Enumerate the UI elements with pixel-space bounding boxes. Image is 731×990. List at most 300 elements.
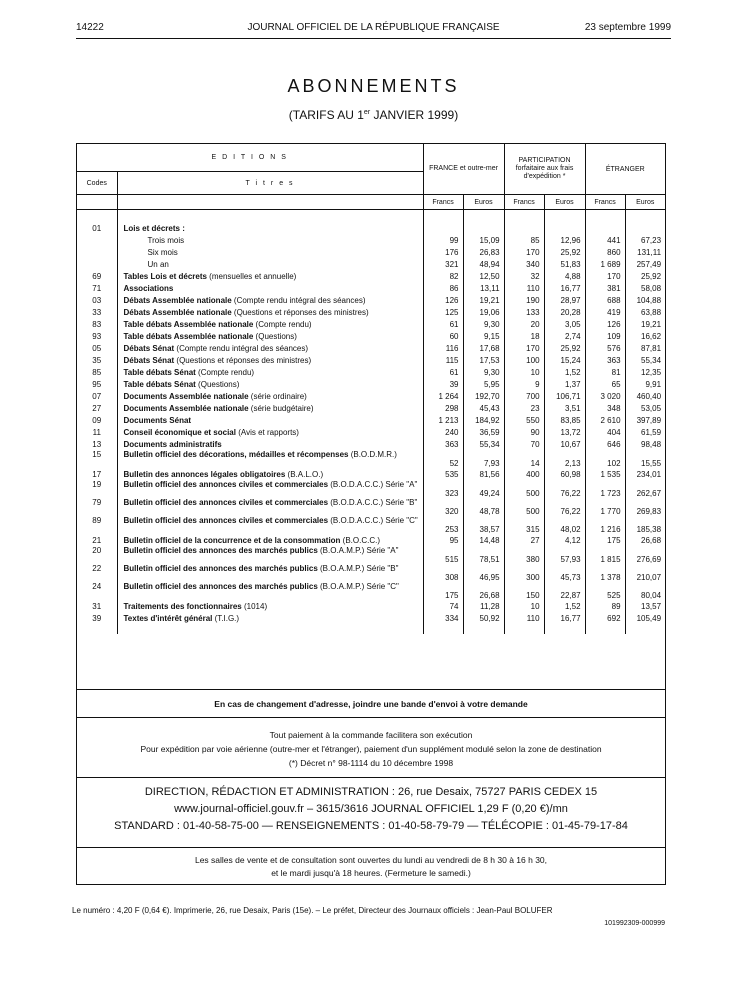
- tariff-row: [77, 234, 665, 246]
- participation-euros-header: Euros: [544, 195, 585, 210]
- cell-etranger-francs: 1 815: [585, 546, 625, 564]
- row-title: [117, 438, 423, 450]
- cell-france-francs: 95: [423, 534, 463, 546]
- tariff-row: [77, 366, 665, 378]
- row-code: 05: [92, 343, 102, 353]
- cell-france-francs: 240: [423, 426, 463, 438]
- row-title-bold: Lois et décrets :: [123, 223, 185, 233]
- cell-participation-euros: 4,12: [544, 534, 585, 546]
- row-title: [117, 480, 423, 498]
- row-title: [117, 564, 423, 582]
- row-title: [117, 222, 423, 234]
- tariff-row: [77, 468, 665, 480]
- page-number: 14222: [76, 22, 104, 33]
- cell-etranger-francs: 1 770: [585, 498, 625, 516]
- cell-france-francs: 60: [423, 330, 463, 342]
- cell-france-euros: 38,57: [463, 516, 504, 534]
- row-title-bold: Textes d'intérêt général: [123, 613, 213, 623]
- cell-france-euros: 78,51: [463, 546, 504, 564]
- cell-etranger-francs: 381: [585, 282, 625, 294]
- cell-etranger-francs: 1 535: [585, 468, 625, 480]
- row-title-detail: (Questions et réponses des ministres): [174, 355, 312, 365]
- row-title: [117, 258, 423, 270]
- cell-etranger-euros: 210,07: [625, 564, 665, 582]
- cell-etranger-francs: 3 020: [585, 390, 625, 402]
- filler-cell: [625, 624, 665, 634]
- cell-etranger-francs: 2 610: [585, 414, 625, 426]
- row-title-detail: (mensuelles et annuelle): [206, 271, 297, 281]
- row-code: 22: [92, 564, 102, 573]
- cell-participation-francs: 190: [504, 294, 544, 306]
- row-title-bold: Bulletin officiel des annonces des marchés publics: [123, 582, 318, 591]
- filler-cell: [463, 624, 504, 634]
- etranger-francs-header: Francs: [585, 195, 625, 210]
- cell-france-euros: 48,94: [463, 258, 504, 270]
- cell-france-francs: 52: [423, 450, 463, 468]
- row-title-bold: Bulletin officiel des annonces des marchés publics: [123, 546, 318, 555]
- cell-france-euros: [463, 222, 504, 234]
- payment-info: [77, 717, 665, 777]
- row-title-detail: (Compte rendu): [195, 367, 255, 377]
- cell-france-francs: 74: [423, 600, 463, 612]
- cell-etranger-euros: 185,38: [625, 516, 665, 534]
- cell-participation-euros: 25,92: [544, 246, 585, 258]
- france-francs-header: Francs: [423, 195, 463, 210]
- cell-participation-euros: 15,24: [544, 354, 585, 366]
- row-title: [117, 468, 423, 480]
- cell-participation-francs: 380: [504, 546, 544, 564]
- tariff-row: [77, 306, 665, 318]
- tariff-row: [77, 222, 665, 234]
- participation-francs-header: Francs: [504, 195, 544, 210]
- subtitle-post: JANVIER 1999): [370, 108, 459, 122]
- cell-france-euros: 81,56: [463, 468, 504, 480]
- cell-france-euros: 184,92: [463, 414, 504, 426]
- cell-participation-francs: 32: [504, 270, 544, 282]
- cell-participation-euros: 16,77: [544, 612, 585, 624]
- cell-france-euros: 55,34: [463, 438, 504, 450]
- row-title-detail: (B.O.A.M.P.) Série "B": [317, 564, 399, 573]
- cell-france-euros: 17,53: [463, 354, 504, 366]
- cell-participation-euros: 83,85: [544, 414, 585, 426]
- subtitle-pre: (TARIFS AU 1: [288, 108, 364, 122]
- row-title-detail: (Compte rendu): [253, 319, 312, 329]
- cell-etranger-euros: 67,23: [625, 234, 665, 246]
- cell-france-euros: 50,92: [463, 612, 504, 624]
- tariff-row: [77, 402, 665, 414]
- row-title-detail: (Questions): [253, 331, 297, 341]
- row-code: 71: [92, 283, 102, 293]
- cell-etranger-euros: 61,59: [625, 426, 665, 438]
- cell-participation-francs: 20: [504, 318, 544, 330]
- row-title: [117, 282, 423, 294]
- footer-note: Le numéro : 4,20 F (0,64 €). Imprimerie, 26, rue Desaix, Paris (15e). – Le préfet, Directeur des Journaux officiels : Jean-Paul BOLUFER: [72, 906, 553, 915]
- direction-contact: [77, 777, 665, 847]
- filler-cell: [117, 624, 423, 634]
- cell-etranger-euros: 276,69: [625, 546, 665, 564]
- cell-etranger-euros: 460,40: [625, 390, 665, 402]
- row-title: [117, 318, 423, 330]
- row-title-detail: (Questions): [195, 379, 240, 389]
- cell-participation-francs: 14: [504, 450, 544, 468]
- row-title-bold: Table débats Sénat: [123, 379, 196, 389]
- subtitle-sup: er: [363, 109, 371, 116]
- cell-france-francs: 86: [423, 282, 463, 294]
- tariff-row: [77, 390, 665, 402]
- cell-participation-francs: 150: [504, 582, 544, 600]
- france-header: FRANCE et outre-mer: [423, 144, 504, 195]
- row-code: 95: [92, 379, 102, 389]
- row-title: [117, 246, 423, 258]
- direction-line: www.journal-officiel.gouv.fr – 3615/3616 JOURNAL OFFICIEL 1,29 F (0,20 €)/mn: [174, 803, 568, 815]
- cell-etranger-euros: 234,01: [625, 468, 665, 480]
- tariff-row: [77, 270, 665, 282]
- row-code: 83: [92, 319, 102, 329]
- address-change-notice: En cas de changement d'adresse, joindre une bande d'envoi à votre demande: [77, 689, 665, 717]
- cell-participation-euros: 4,88: [544, 270, 585, 282]
- row-title-detail: (B.A.L.O.): [285, 469, 324, 479]
- page-title: ABONNEMENTS: [287, 76, 460, 96]
- row-title: [117, 342, 423, 354]
- row-title-detail: (T.I.G.): [212, 613, 240, 623]
- cell-participation-euros: 48,02: [544, 516, 585, 534]
- row-code: 33: [92, 307, 102, 317]
- row-title-bold: Débats Sénat: [123, 355, 175, 365]
- cell-france-euros: 46,95: [463, 564, 504, 582]
- row-title-bold: Bulletin des annonces légales obligatoires: [123, 469, 286, 479]
- row-title: [117, 612, 423, 624]
- cell-etranger-francs: 860: [585, 246, 625, 258]
- cell-etranger-euros: 104,88: [625, 294, 665, 306]
- cell-participation-francs: 100: [504, 354, 544, 366]
- row-code: 09: [92, 415, 102, 425]
- cell-etranger-euros: 63,88: [625, 306, 665, 318]
- cell-france-euros: 48,78: [463, 498, 504, 516]
- row-title-bold: Table débats Sénat: [123, 367, 196, 377]
- row-title-detail: Trois mois: [147, 235, 185, 245]
- cell-participation-francs: 70: [504, 438, 544, 450]
- cell-france-francs: 298: [423, 402, 463, 414]
- row-title-bold: Documents administratifs: [123, 439, 222, 449]
- row-title-detail: (B.O.D.A.C.C.) Série "A": [328, 480, 418, 489]
- tariff-row: [77, 546, 665, 564]
- cell-participation-euros: [544, 222, 585, 234]
- cell-participation-francs: 315: [504, 516, 544, 534]
- cell-etranger-francs: 441: [585, 234, 625, 246]
- tariff-row: [77, 438, 665, 450]
- cell-france-euros: 192,70: [463, 390, 504, 402]
- cell-france-francs: 363: [423, 438, 463, 450]
- cell-france-francs: 82: [423, 270, 463, 282]
- cell-participation-euros: 1,52: [544, 600, 585, 612]
- row-title-detail: (B.O.D.A.C.C.) Série "C": [328, 516, 418, 525]
- row-code: 19: [92, 480, 102, 489]
- tariff-row: [77, 516, 665, 534]
- row-title: [117, 354, 423, 366]
- row-title: [117, 234, 423, 246]
- filler-cell: [504, 624, 544, 634]
- table-filler-row: [77, 624, 665, 634]
- row-title-bold: Documents Assemblée nationale: [123, 391, 249, 401]
- journal-title: JOURNAL OFFICIEL DE LA RÉPUBLIQUE FRANÇAISE: [247, 22, 500, 33]
- cell-france-francs: 1 264: [423, 390, 463, 402]
- cell-participation-francs: 300: [504, 564, 544, 582]
- cell-etranger-euros: 105,49: [625, 612, 665, 624]
- cell-france-francs: [423, 222, 463, 234]
- cell-participation-euros: 76,22: [544, 480, 585, 498]
- cell-participation-francs: 110: [504, 282, 544, 294]
- cell-participation-francs: 9: [504, 378, 544, 390]
- row-title-detail: (B.O.D.A.C.C.) Série "B": [328, 498, 418, 507]
- row-title: [117, 450, 423, 468]
- tariff-row: [77, 564, 665, 582]
- cell-etranger-euros: 269,83: [625, 498, 665, 516]
- row-title: [117, 534, 423, 546]
- cell-etranger-francs: 65: [585, 378, 625, 390]
- tariff-row: [77, 600, 665, 612]
- cell-france-francs: 39: [423, 378, 463, 390]
- issue-date: 23 septembre 1999: [584, 22, 671, 33]
- row-code: 69: [92, 271, 102, 281]
- cell-france-euros: 9,30: [463, 366, 504, 378]
- tariff-row: [77, 414, 665, 426]
- cell-france-francs: 61: [423, 318, 463, 330]
- cell-france-francs: 176: [423, 246, 463, 258]
- row-code: 85: [92, 367, 102, 377]
- cell-france-francs: 320: [423, 498, 463, 516]
- row-title-detail: (Avis et rapports): [235, 427, 299, 437]
- filler-cell: [423, 624, 463, 634]
- row-code: 13: [92, 439, 102, 449]
- row-code: 01: [92, 223, 102, 233]
- row-title-bold: Bulletin officiel des décorations, médailles et récompenses: [123, 450, 349, 459]
- row-title-bold: Associations: [123, 283, 174, 293]
- row-code: 17: [92, 469, 102, 479]
- row-title: [117, 600, 423, 612]
- titres-sub-blank: [117, 195, 423, 210]
- cell-etranger-euros: 19,21: [625, 318, 665, 330]
- cell-france-euros: 45,43: [463, 402, 504, 414]
- cell-etranger-euros: 131,11: [625, 246, 665, 258]
- row-code: 89: [92, 516, 102, 525]
- cell-participation-euros: 1,37: [544, 378, 585, 390]
- cell-etranger-euros: 58,08: [625, 282, 665, 294]
- cell-france-francs: 126: [423, 294, 463, 306]
- sales-line: et le mardi jusqu'à 18 heures. (Fermeture le samedi.): [271, 868, 471, 878]
- row-title-bold: Table débats Assemblée nationale: [123, 319, 254, 329]
- row-title-bold: Tables Lois et décrets: [123, 271, 207, 281]
- row-title-bold: Bulletin officiel des annonces civiles et commerciales: [123, 516, 329, 525]
- row-code: 39: [92, 613, 102, 623]
- cell-france-euros: 15,09: [463, 234, 504, 246]
- payment-line: Tout paiement à la commande facilitera son exécution: [269, 730, 473, 740]
- cell-etranger-francs: 688: [585, 294, 625, 306]
- row-title-bold: Documents Assemblée nationale: [123, 403, 249, 413]
- cell-france-euros: 26,83: [463, 246, 504, 258]
- row-title: [117, 270, 423, 282]
- cell-participation-francs: 340: [504, 258, 544, 270]
- row-title: [117, 402, 423, 414]
- row-title-detail: Six mois: [147, 247, 178, 257]
- row-code: 07: [92, 391, 102, 401]
- row-title-detail: (Compte rendu intégral des séances): [231, 295, 366, 305]
- cell-etranger-francs: 170: [585, 270, 625, 282]
- cell-etranger-francs: 1 689: [585, 258, 625, 270]
- row-title-bold: Débats Assemblée nationale: [123, 295, 232, 305]
- tariff-row: [77, 426, 665, 438]
- cell-etranger-euros: 15,55: [625, 450, 665, 468]
- cell-france-francs: 334: [423, 612, 463, 624]
- cell-participation-francs: 170: [504, 246, 544, 258]
- cell-etranger-euros: 26,68: [625, 534, 665, 546]
- etranger-header: ÉTRANGER: [585, 144, 665, 195]
- row-title: [117, 546, 423, 564]
- cell-participation-euros: 28,97: [544, 294, 585, 306]
- tariff-row: [77, 282, 665, 294]
- codes-header: Codes: [77, 172, 117, 195]
- cell-etranger-francs: 576: [585, 342, 625, 354]
- cell-france-euros: 9,15: [463, 330, 504, 342]
- cell-participation-euros: 13,72: [544, 426, 585, 438]
- cell-participation-euros: 20,28: [544, 306, 585, 318]
- row-code: 35: [92, 355, 102, 365]
- cell-france-euros: 13,11: [463, 282, 504, 294]
- cell-etranger-francs: 1 378: [585, 564, 625, 582]
- row-code: [77, 234, 117, 246]
- row-title-bold: Bulletin officiel des annonces des marchés publics: [123, 564, 318, 573]
- cell-participation-francs: 400: [504, 468, 544, 480]
- payment-line: Pour expédition par voie aérienne (outre-mer et l'étranger), paiement d'un supplément modulé selon la zone de destination: [140, 744, 602, 754]
- cell-france-euros: 17,68: [463, 342, 504, 354]
- row-title-bold: Débats Sénat: [123, 343, 175, 353]
- tariff-row: [77, 294, 665, 306]
- cell-participation-francs: 27: [504, 534, 544, 546]
- cell-participation-euros: 1,52: [544, 366, 585, 378]
- row-title-detail: (B.O.A.M.P.) Série "A": [317, 546, 399, 555]
- row-title-detail: (1014): [241, 601, 268, 611]
- tariff-row: [77, 246, 665, 258]
- row-code: 15: [92, 450, 102, 459]
- cell-participation-euros: 106,71: [544, 390, 585, 402]
- cell-etranger-euros: 25,92: [625, 270, 665, 282]
- row-title-bold: Bulletin officiel des annonces civiles et commerciales: [123, 480, 329, 489]
- row-title-bold: Table débats Assemblée nationale: [123, 331, 254, 341]
- cell-france-euros: 11,28: [463, 600, 504, 612]
- filler-cell: [585, 624, 625, 634]
- filler-cell: [544, 624, 585, 634]
- row-title: [117, 366, 423, 378]
- row-title: [117, 582, 423, 600]
- cell-etranger-francs: 1 723: [585, 480, 625, 498]
- cell-etranger-francs: 175: [585, 534, 625, 546]
- filler-cell: [77, 624, 117, 634]
- cell-france-euros: 9,30: [463, 318, 504, 330]
- cell-participation-francs: 90: [504, 426, 544, 438]
- cell-participation-euros: 51,83: [544, 258, 585, 270]
- cell-etranger-francs: 419: [585, 306, 625, 318]
- cell-participation-francs: 23: [504, 402, 544, 414]
- tariff-row: [77, 378, 665, 390]
- row-title-detail: (Compte rendu intégral des séances): [174, 343, 309, 353]
- page-subtitle: [76, 108, 671, 122]
- participation-header: PARTICIPATION forfaitaire aux frais d'expédition *: [504, 144, 585, 195]
- cell-participation-euros: 3,51: [544, 402, 585, 414]
- tariff-row: [77, 498, 665, 516]
- tariff-row: [77, 330, 665, 342]
- cell-france-francs: 308: [423, 564, 463, 582]
- row-title: [117, 390, 423, 402]
- payment-line: (*) Décret n° 98-1114 du 10 décembre 1998: [288, 758, 454, 768]
- cell-participation-francs: 10: [504, 600, 544, 612]
- row-title: [117, 306, 423, 318]
- row-code: [77, 246, 117, 258]
- row-title: [117, 414, 423, 426]
- cell-etranger-francs: 404: [585, 426, 625, 438]
- cell-etranger-francs: 692: [585, 612, 625, 624]
- footer-code: 101992309-000999: [604, 920, 665, 927]
- cell-participation-euros: 76,22: [544, 498, 585, 516]
- row-code: 27: [92, 403, 102, 413]
- cell-etranger-francs: 102: [585, 450, 625, 468]
- cell-participation-francs: 700: [504, 390, 544, 402]
- cell-france-francs: 116: [423, 342, 463, 354]
- row-title: [117, 498, 423, 516]
- cell-etranger-euros: 12,35: [625, 366, 665, 378]
- cell-participation-euros: 2,13: [544, 450, 585, 468]
- france-euros-header: Euros: [463, 195, 504, 210]
- cell-etranger-euros: [625, 222, 665, 234]
- cell-participation-euros: 12,96: [544, 234, 585, 246]
- cell-france-euros: 36,59: [463, 426, 504, 438]
- cell-participation-euros: 16,77: [544, 282, 585, 294]
- cell-etranger-euros: 262,67: [625, 480, 665, 498]
- cell-etranger-euros: 98,48: [625, 438, 665, 450]
- row-title-detail: (B.O.A.M.P.) Série "C": [317, 582, 399, 591]
- direction-line: DIRECTION, RÉDACTION ET ADMINISTRATION : 26, rue Desaix, 75727 PARIS CEDEX 15: [144, 786, 598, 798]
- row-title-detail: (série ordinaire): [248, 391, 307, 401]
- row-title-bold: Bulletin officiel de la concurrence et de la consommation: [123, 535, 341, 545]
- row-code: 11: [92, 427, 101, 437]
- subscription-frame: [76, 143, 666, 885]
- row-code: 21: [92, 535, 102, 545]
- cell-france-euros: 12,50: [463, 270, 504, 282]
- cell-france-euros: 19,21: [463, 294, 504, 306]
- cell-participation-francs: 500: [504, 498, 544, 516]
- tariff-row: [77, 342, 665, 354]
- cell-etranger-francs: 81: [585, 366, 625, 378]
- cell-etranger-euros: 87,81: [625, 342, 665, 354]
- cell-etranger-francs: 348: [585, 402, 625, 414]
- titres-header: T i t r e s: [117, 172, 423, 195]
- cell-france-euros: 14,48: [463, 534, 504, 546]
- cell-etranger-euros: 53,05: [625, 402, 665, 414]
- page-header: [76, 22, 671, 36]
- row-code: 93: [92, 331, 102, 341]
- cell-france-francs: 115: [423, 354, 463, 366]
- row-code: 20: [92, 546, 102, 555]
- cell-participation-euros: 22,87: [544, 582, 585, 600]
- sales-line: Les salles de vente et de consultation sont ouvertes du lundi au vendredi de 8 h 30 à 16 h 30,: [194, 855, 548, 865]
- tariff-row: [77, 534, 665, 546]
- cell-etranger-euros: 13,57: [625, 600, 665, 612]
- row-title: [117, 516, 423, 534]
- row-title: [117, 330, 423, 342]
- cell-participation-francs: 500: [504, 480, 544, 498]
- cell-france-euros: 19,06: [463, 306, 504, 318]
- row-title-bold: Bulletin officiel des annonces civiles et commerciales: [123, 498, 329, 507]
- row-title: [117, 378, 423, 390]
- cell-etranger-euros: 9,91: [625, 378, 665, 390]
